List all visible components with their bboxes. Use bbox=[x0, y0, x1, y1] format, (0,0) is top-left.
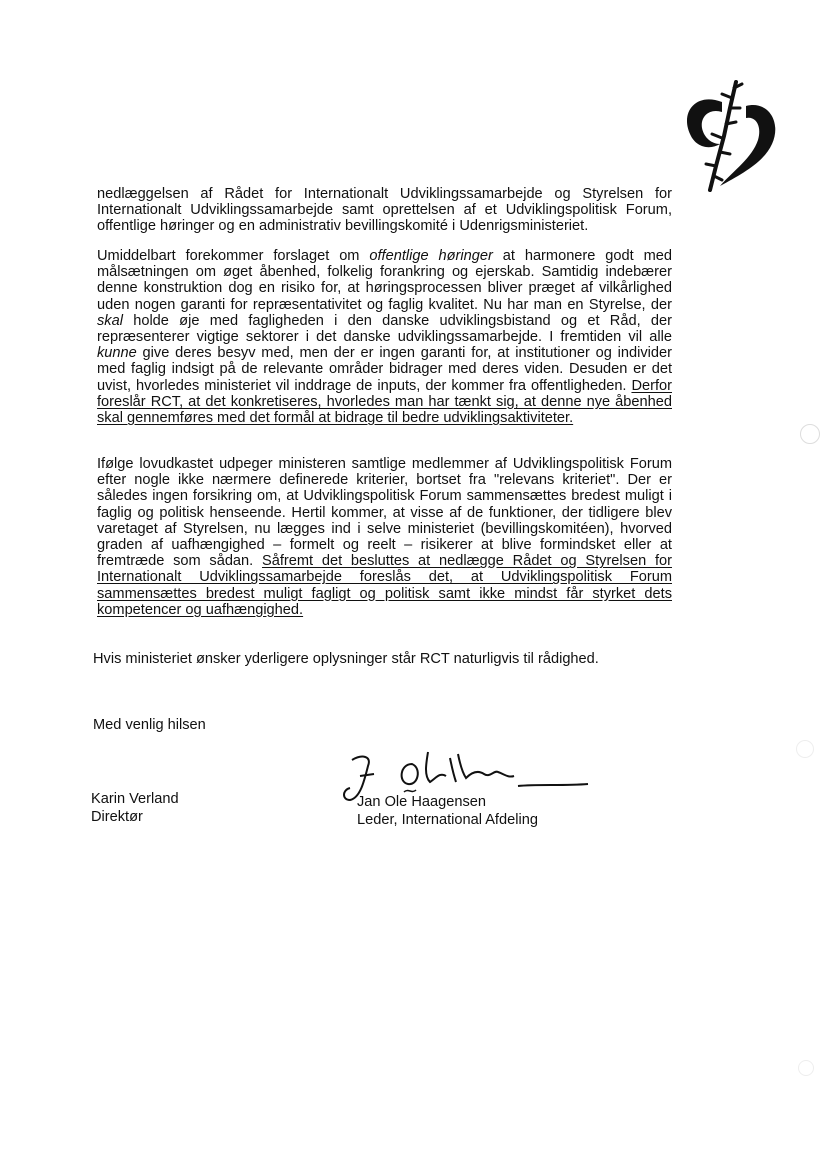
punch-hole-mark bbox=[800, 424, 820, 444]
signatory-left-title: Direktør bbox=[91, 809, 143, 825]
signatory-right bbox=[357, 793, 538, 829]
underlined-recommendation: Derfor foreslår RCT, at det konkretiseres, hvorledes man har tænkt sig, at denne nye åbenhed skal gennemføres med det formål at bidrage til bedre udviklingsaktiviteter. bbox=[97, 377, 672, 427]
paragraph-forum bbox=[97, 456, 672, 618]
punch-hole-mark bbox=[796, 740, 814, 758]
text-segment: Umiddelbart forekommer forslaget om bbox=[97, 248, 370, 264]
signatory-right-title: Leder, International Afdeling bbox=[357, 812, 538, 828]
emphasis-skal: skal bbox=[97, 312, 123, 329]
paragraph-intro bbox=[97, 186, 672, 235]
signatory-left bbox=[91, 790, 179, 826]
emphasis-offentlige-horinger: offentlige høringer bbox=[369, 248, 493, 264]
signatory-left-name: Karin Verland bbox=[91, 791, 179, 807]
paragraph-hearings-text bbox=[97, 248, 672, 426]
greeting: Med venlig hilsen bbox=[93, 717, 206, 733]
closing-sentence: Hvis ministeriet ønsker yderligere oplysninger står RCT naturligvis til rådighed. bbox=[93, 651, 599, 667]
text-segment: holde øje med fagligheden i den danske udviklingsbistand og et Råd, der repræsenterer vigtige sektorer i det danske udviklingssamarbejde. I fremtiden vil alle bbox=[97, 312, 672, 346]
punch-hole-mark bbox=[798, 1060, 814, 1076]
paragraph-forum-text bbox=[97, 456, 672, 618]
underlined-recommendation: Såfremt det besluttes at nedlægge Rådet og Styrelsen for Internationalt Udviklingssamarbejde foreslås det, at Udviklingspolitisk Forum sammensættes bredest muligt fagligt og politisk samt ikke mindst får styrket dets kompetencer og uafhængighed. bbox=[97, 553, 672, 618]
signatory-right-name: Jan Ole Haagensen bbox=[357, 794, 486, 810]
paragraph-intro-text: nedlæggelsen af Rådet for Internationalt Udviklingssamarbejde og Styrelsen for Internationalt Udviklingssamarbejde samt oprettelsen af et Udviklingspolitisk Forum, offentlige høringer og en administrativ bevillingskomité i Udenrigsministeriet. bbox=[97, 186, 672, 235]
emphasis-kunne: kunne bbox=[97, 345, 137, 362]
paragraph-hearings bbox=[97, 248, 672, 426]
text-segment: at harmonere godt med målsætningen om øget åbenhed, folkelig forankring og ejerskab. Samtidig indebærer denne konstruktion dog en risiko for, at høringsprocessen bliver præget af vilkårlighed uden nogen garanti for repræsentativitet og faglig kvalitet. Nu har man en Styrelse, der bbox=[97, 248, 672, 313]
rct-logo-icon bbox=[676, 78, 786, 198]
text-segment: Ifølge lovudkastet udpeger ministeren samtlige medlemmer af Udviklingspolitisk Forum efter nogle ikke nærmere definerede kriterier, bortset fra "relevans kriteriet". Der er således ingen forsikring om, at Udviklingspolitisk Forum sammensættes bredest muligt i faglig og politisk henseende. Hertil kommer, at visse af de funktioner, der tidligere blev varetaget af Styrelsen, nu lægges ind i selve ministeriet (bevillingskomitéen), hvorved graden af uafhængighed – formelt og reelt – risikerer at blive formindsket eller at fremtræde som sådan. bbox=[97, 456, 672, 570]
text-segment: give deres besyv med, men der er ingen garanti for, at institutioner og individer med faglig indsigt på de relevante områder bidrager med deres viden. Desuden er det uvist, hvorledes ministeriet vil inddrage de inputs, der kommer fra offentligheden. bbox=[97, 345, 672, 394]
